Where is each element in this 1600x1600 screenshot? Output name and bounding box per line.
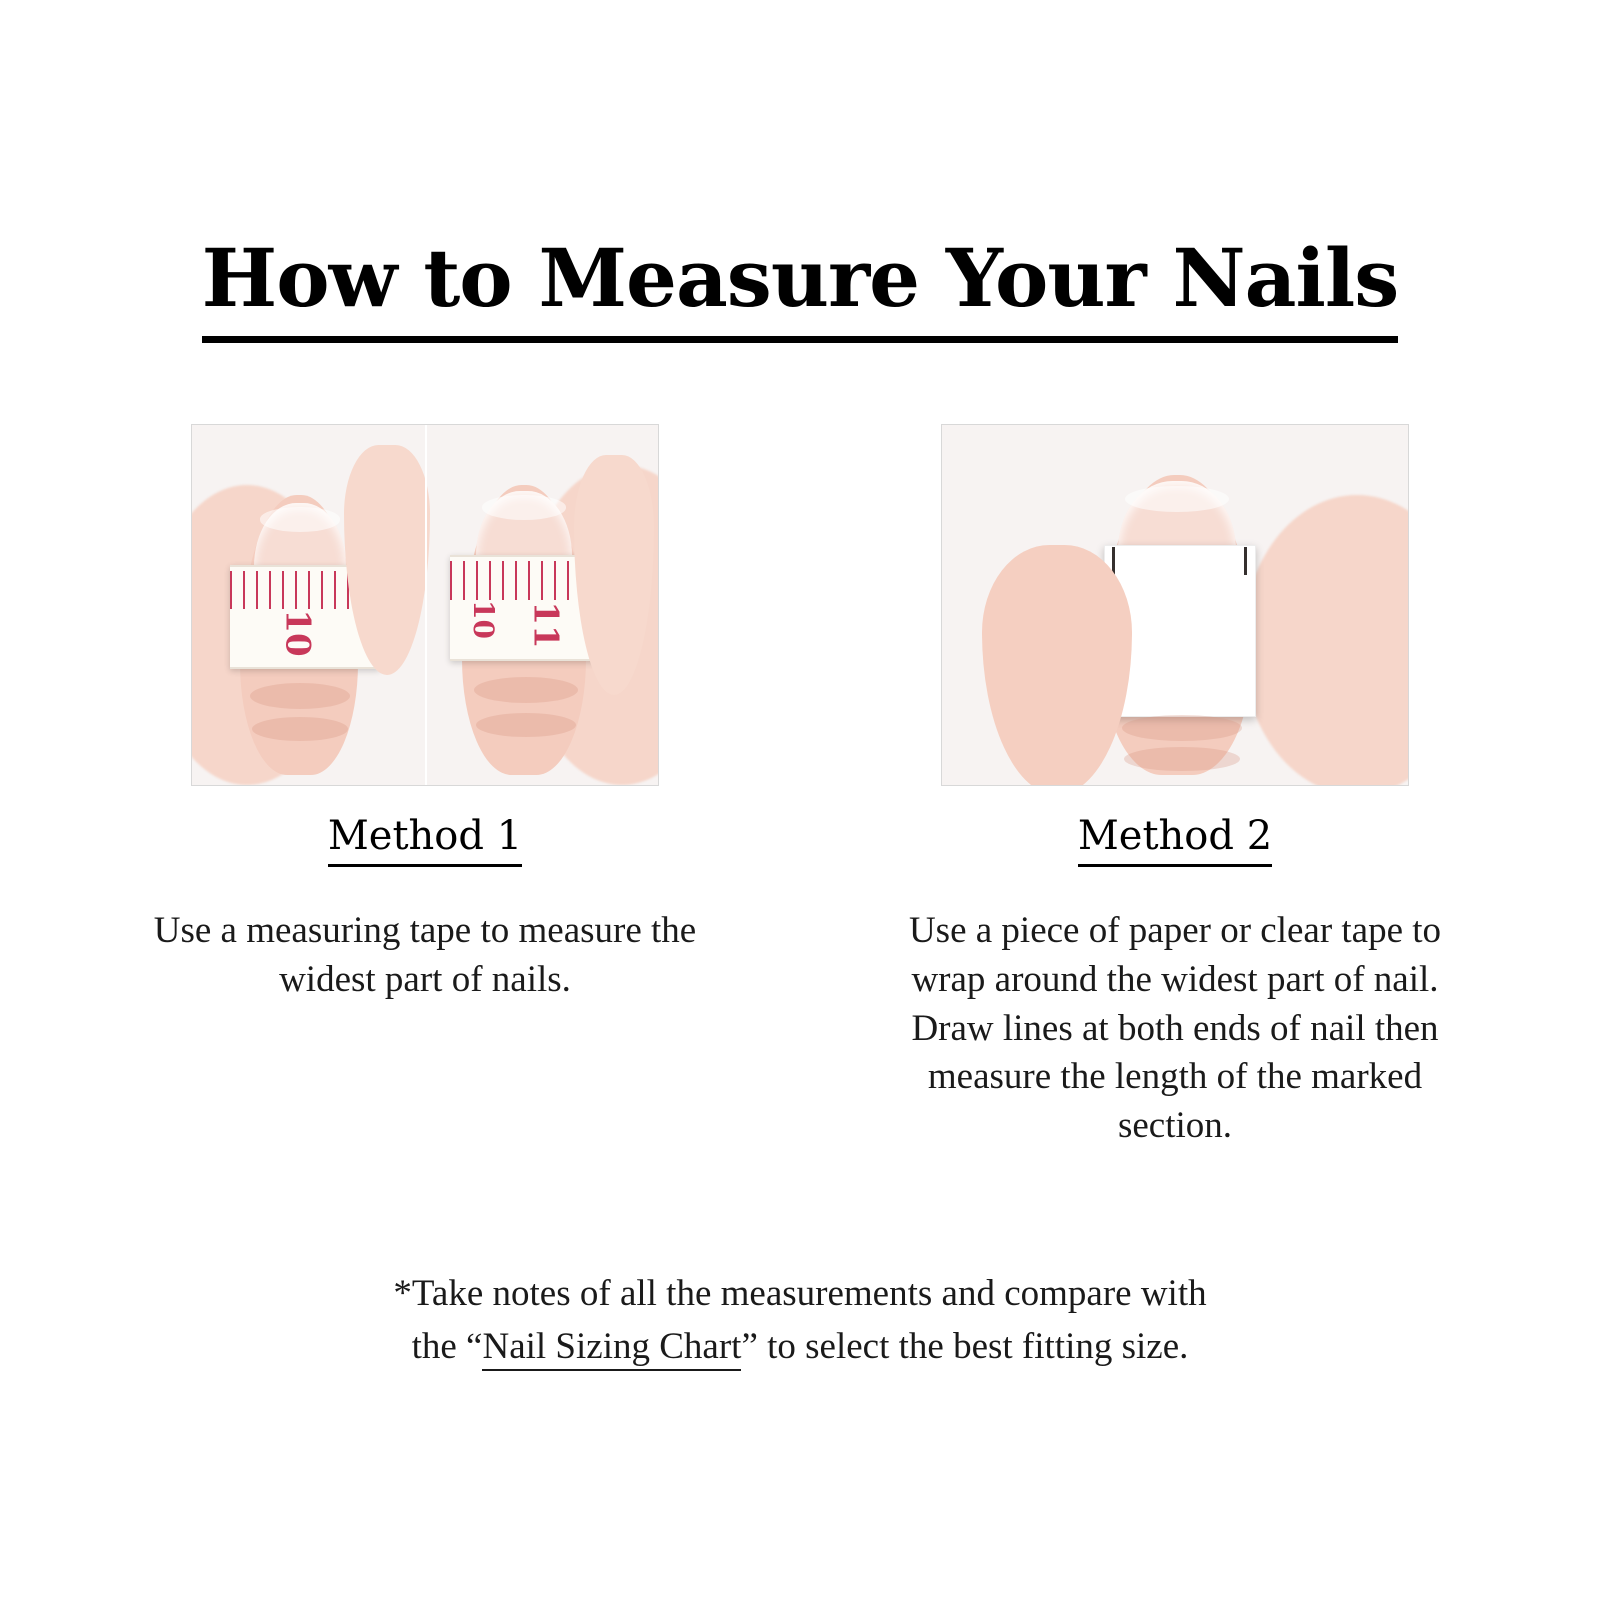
method-1-block — [135, 424, 715, 1005]
knuckle-m2 — [1122, 715, 1242, 741]
method-2-description: Use a piece of paper or clear tape to wrap around the widest part of nail. Draw lines at both ends of nail then measure the length of the marked section. — [908, 910, 1442, 1147]
footnote — [0, 1268, 1600, 1373]
page-title: How to Measure Your Nails — [202, 238, 1399, 343]
thumb-m2 — [982, 545, 1132, 786]
footnote-line-2 — [0, 1321, 1600, 1374]
mark-line-right — [1244, 547, 1247, 575]
method-2-block — [885, 424, 1465, 1151]
footnote-line-1: *Take notes of all the measurements and compare with — [393, 1273, 1207, 1314]
knuckle-left-2 — [252, 717, 348, 741]
background-hand-m2 — [1242, 495, 1409, 786]
page-title-container — [0, 231, 1600, 343]
method-1-image — [191, 424, 659, 786]
knuckle-right-2 — [476, 713, 576, 737]
footnote-line2-after: ” to select the best fitting size. — [741, 1325, 1189, 1367]
method-2-label: Method 2 — [1078, 816, 1272, 867]
tape-number-10-right: 10 — [466, 600, 500, 639]
photo-divider — [425, 425, 427, 785]
method-2-image — [941, 424, 1409, 786]
nail-sizing-chart-reference: Nail Sizing Chart — [482, 1326, 741, 1371]
footnote-line2-before: the “ — [411, 1325, 483, 1367]
method-1-label: Method 1 — [328, 816, 522, 867]
methods-row — [0, 424, 1600, 1151]
tape-number-10: 10 — [277, 609, 318, 657]
knuckle-m2-2 — [1124, 747, 1240, 771]
knuckle-right-1 — [474, 677, 578, 703]
tape-number-11: 11 — [525, 601, 566, 649]
knuckle-left-1 — [250, 683, 350, 709]
method-1-description: Use a measuring tape to measure the widest part of nails. — [153, 910, 697, 1000]
